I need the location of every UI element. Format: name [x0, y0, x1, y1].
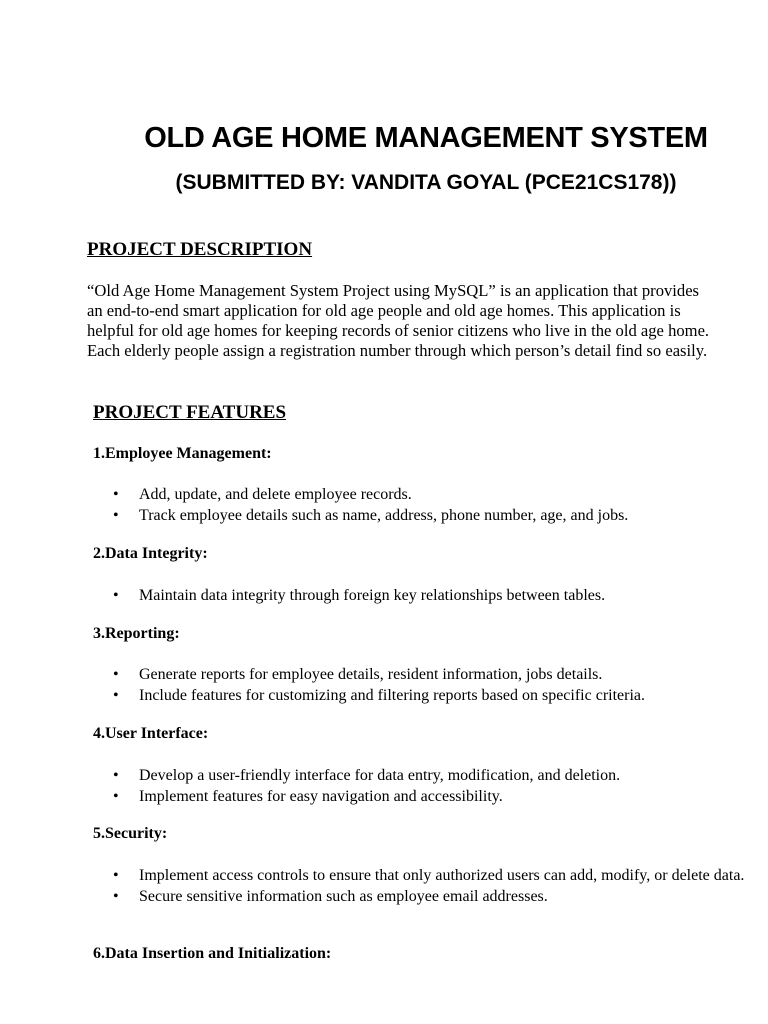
list-item: • Implement access controls to ensure that only authorized users can add, modify, or delete data.	[93, 865, 753, 886]
feature-heading-reporting: 3.Reporting:	[93, 625, 180, 642]
project-description-heading: PROJECT DESCRIPTION	[87, 239, 313, 260]
feature-heading-user-interface: 4.User Interface:	[93, 725, 209, 742]
feature-list-employee-management	[93, 484, 763, 526]
list-item: • Include features for customizing and filtering reports based on specific criteria.	[93, 685, 763, 706]
project-features-heading: PROJECT FEATURES	[93, 402, 287, 423]
document-subtitle: (SUBMITTED BY: VANDITA GOYAL (PCE21CS178))	[175, 171, 677, 194]
feature-list-reporting	[93, 664, 763, 706]
list-item: • Track employee details such as name, address, phone number, age, and jobs.	[93, 505, 763, 526]
feature-heading-data-insertion: 6.Data Insertion and Initialization:	[93, 945, 332, 962]
list-item: • Add, update, and delete employee records.	[93, 484, 763, 505]
description-line: “Old Age Home Management System Project using MySQL” is an application that provides	[87, 281, 700, 300]
description-line: an end-to-end smart application for old age people and old age homes. This application is	[87, 301, 681, 320]
list-item: • Secure sensitive information such as employee email addresses.	[93, 886, 753, 907]
feature-heading-data-integrity: 2.Data Integrity:	[93, 545, 208, 562]
description-line: Each elderly people assign a registration number through which person’s detail find so easily.	[87, 341, 708, 360]
feature-heading-employee-management: 1.Employee Management:	[93, 445, 272, 462]
feature-heading-security: 5.Security:	[93, 825, 168, 842]
list-item: • Implement features for easy navigation and accessibility.	[93, 786, 763, 807]
list-item: • Maintain data integrity through foreign key relationships between tables.	[93, 585, 763, 606]
feature-list-user-interface	[93, 765, 763, 807]
project-description-paragraph	[87, 281, 767, 361]
feature-list-data-integrity	[93, 585, 763, 606]
feature-list-security	[93, 865, 753, 907]
list-item: • Develop a user-friendly interface for data entry, modification, and deletion.	[93, 765, 763, 786]
list-item: • Generate reports for employee details, resident information, jobs details.	[93, 664, 763, 685]
description-line: helpful for old age homes for keeping records of senior citizens who live in the old age home.	[87, 321, 710, 340]
document-title: OLD AGE HOME MANAGEMENT SYSTEM	[144, 122, 708, 154]
